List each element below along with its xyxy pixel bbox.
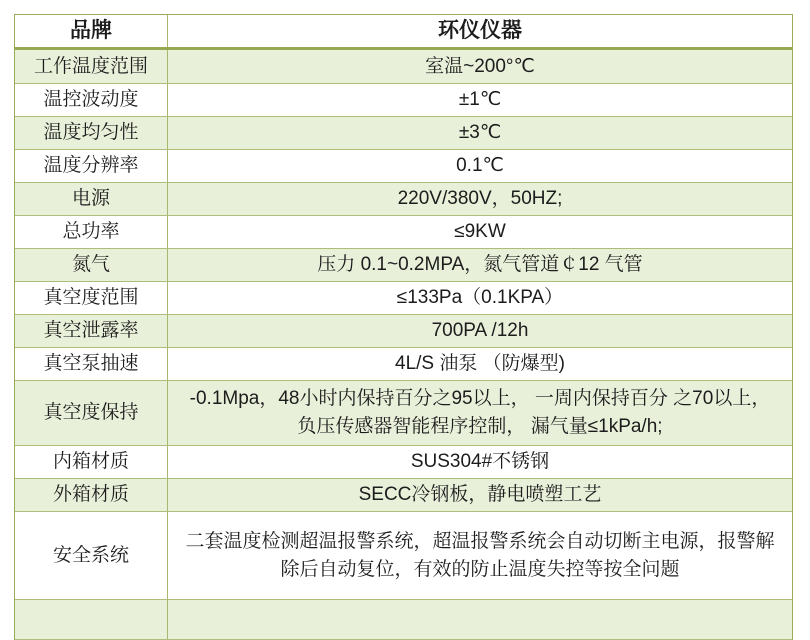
row-label: 工作温度范围	[15, 50, 168, 83]
row-label: 温度均匀性	[15, 117, 168, 149]
row-label: 温控波动度	[15, 84, 168, 116]
row-value: SUS304#不锈钢	[410, 451, 550, 472]
row-label: 内箱材质	[15, 446, 168, 478]
table-row	[15, 512, 792, 600]
table-row	[15, 249, 792, 282]
row-label: 真空度保持	[15, 381, 168, 445]
row-label: 总功率	[15, 216, 168, 248]
row-value: 0.1℃	[456, 155, 504, 176]
row-value: -0.1Mpa，48小时内保持百分之95以上， 一周内保持百分 之70以上， 负压传感器智能程序控制， 漏气量≤1kPa/h;	[189, 388, 771, 437]
row-label: 电源	[15, 183, 168, 215]
table-row	[15, 183, 792, 216]
row-value: ±3℃	[458, 122, 502, 143]
row-value	[168, 600, 792, 639]
row-label: 真空度范围	[15, 282, 168, 314]
row-label: 真空泵抽速	[15, 348, 168, 380]
row-value: 4L/S 油泵 （防爆型)	[395, 353, 565, 374]
table-body	[15, 50, 792, 640]
row-value: ±1℃	[458, 89, 502, 110]
table-row	[15, 446, 792, 479]
row-label: 安全系统	[15, 512, 168, 599]
table-row	[15, 348, 792, 381]
row-value: SECC冷钢板，静电喷塑工艺	[358, 484, 602, 505]
row-value: ≤9KW	[454, 221, 506, 242]
table-row	[15, 479, 792, 512]
table-row	[15, 84, 792, 117]
table-row	[15, 117, 792, 150]
header-row	[15, 15, 792, 50]
row-label: 外箱材质	[15, 479, 168, 511]
table-row	[15, 315, 792, 348]
row-value: 700PA /12h	[431, 320, 529, 341]
row-value: ≤133Pa（0.1KPA）	[396, 287, 564, 308]
row-value: 二套温度检测超温报警系统，超温报警系统会自动切断主电源，报警解除后自动复位，有效的防止温度失控等按全问题	[185, 530, 775, 580]
spec-table	[14, 14, 793, 640]
row-label: 温度分辨率	[15, 150, 168, 182]
table-row	[15, 150, 792, 183]
brand-value: 环仪仪器	[438, 19, 522, 42]
table-row	[15, 282, 792, 315]
row-value: 室温~200°℃	[425, 55, 535, 77]
row-value: 220V/380V，50HZ;	[397, 188, 563, 209]
row-label: 真空泄露率	[15, 315, 168, 347]
row-label	[15, 600, 168, 639]
row-value: 压力 0.1~0.2MPA，氮气管道￠12 气管	[317, 254, 643, 275]
table-row	[15, 216, 792, 249]
table-row	[15, 381, 792, 446]
brand-label: 品牌	[15, 15, 168, 47]
table-row	[15, 600, 792, 640]
row-label: 氮气	[15, 249, 168, 281]
table-row	[15, 50, 792, 84]
